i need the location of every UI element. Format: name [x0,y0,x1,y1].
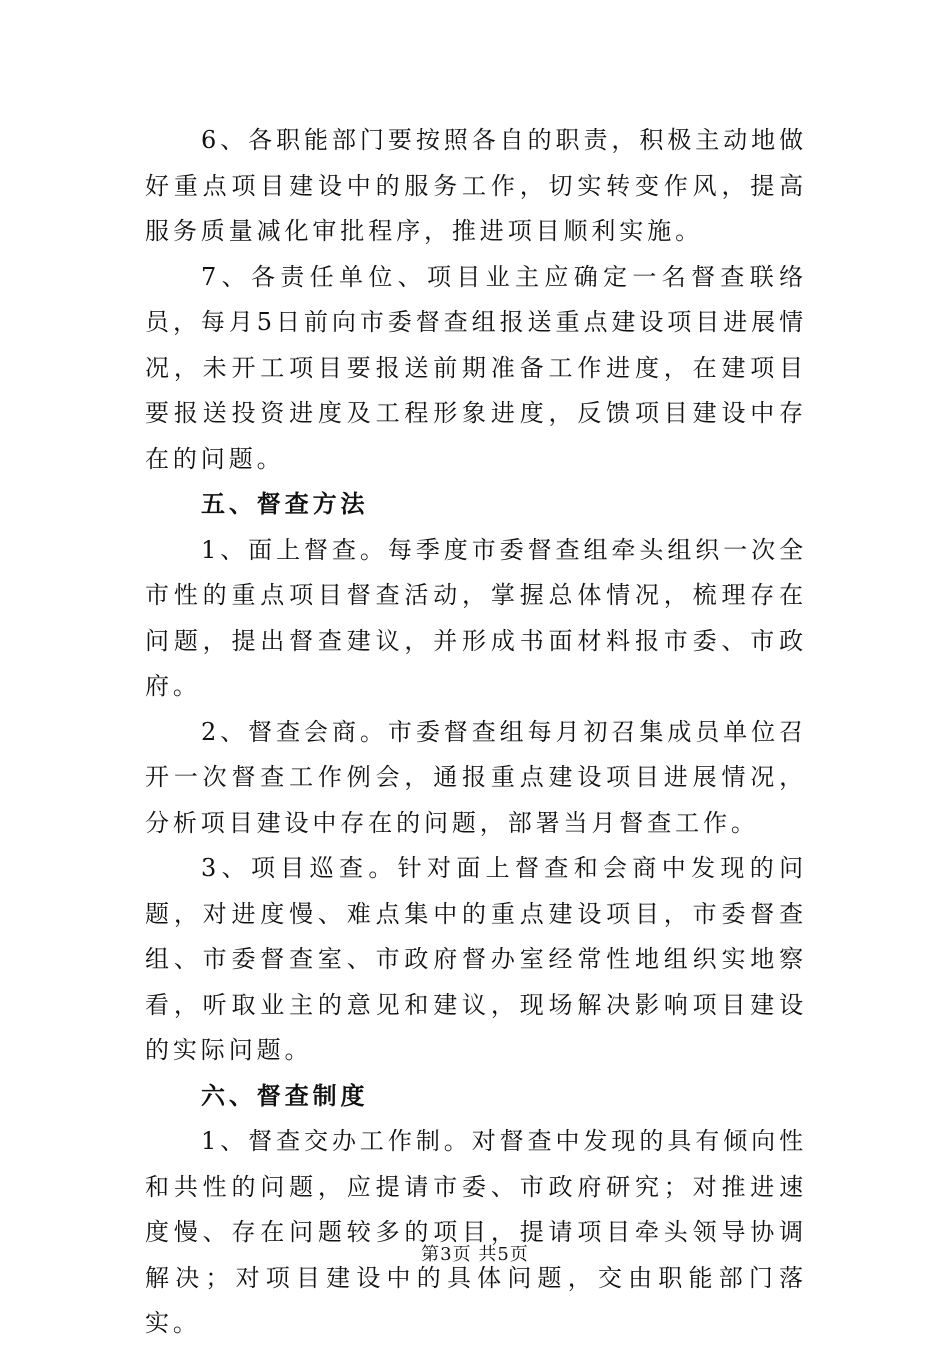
paragraph-system-1: 1、督查交办工作制。对督查中发现的具有倾向性和共性的问题，应提请市委、市政府研究；对推进速度慢、存在问题较多的项目，提请项目牵头领导协调解决；对项目建设中的具体问题，交由职能部门落实。 [145,1127,807,1337]
paragraph-method-3: 3、项目巡查。针对面上督查和会商中发现的问题，对进度慢、难点集中的重点建设项目，市委督查组、市委督查室、市政府督办室经常性地组织实地察看，听取业主的意见和建议，现场解决影响项目建设的实际问题。 [145,854,807,1064]
section-heading-system: 六、督查制度 [201,1081,369,1110]
paragraph-method-1: 1、面上督查。每季度市委督查组牵头组织一次全市性的重点项目督查活动，掌握总体情况，梳理存在问题，提出督查建议，并形成书面材料报市委、市政府。 [145,535,807,700]
paragraph-item-6: 6、各职能部门要按照各自的职责，积极主动地做好重点项目建设中的服务工作，切实转变作风，提高服务质量减化审批程序，推进项目顺利实施。 [145,126,807,245]
paragraph-item-7: 7、各责任单位、项目业主应确定一名督查联络员，每月5日前向市委督查组报送重点建设项目进展情况，未开工项目要报送前期准备工作进度，在建项目要报送投资进度及工程形象进度，反馈项目建设中存在的问题。 [145,262,807,473]
paragraph-method-2: 2、督查会商。市委督查组每月初召集成员单位召开一次督查工作例会，通报重点建设项目进展情况，分析项目建设中存在的问题，部署当月督查工作。 [145,717,807,837]
section-heading-methods: 五、督查方法 [201,490,369,518]
page-footer: 第3页 共5页 [421,1244,529,1265]
document-body [145,118,807,1347]
